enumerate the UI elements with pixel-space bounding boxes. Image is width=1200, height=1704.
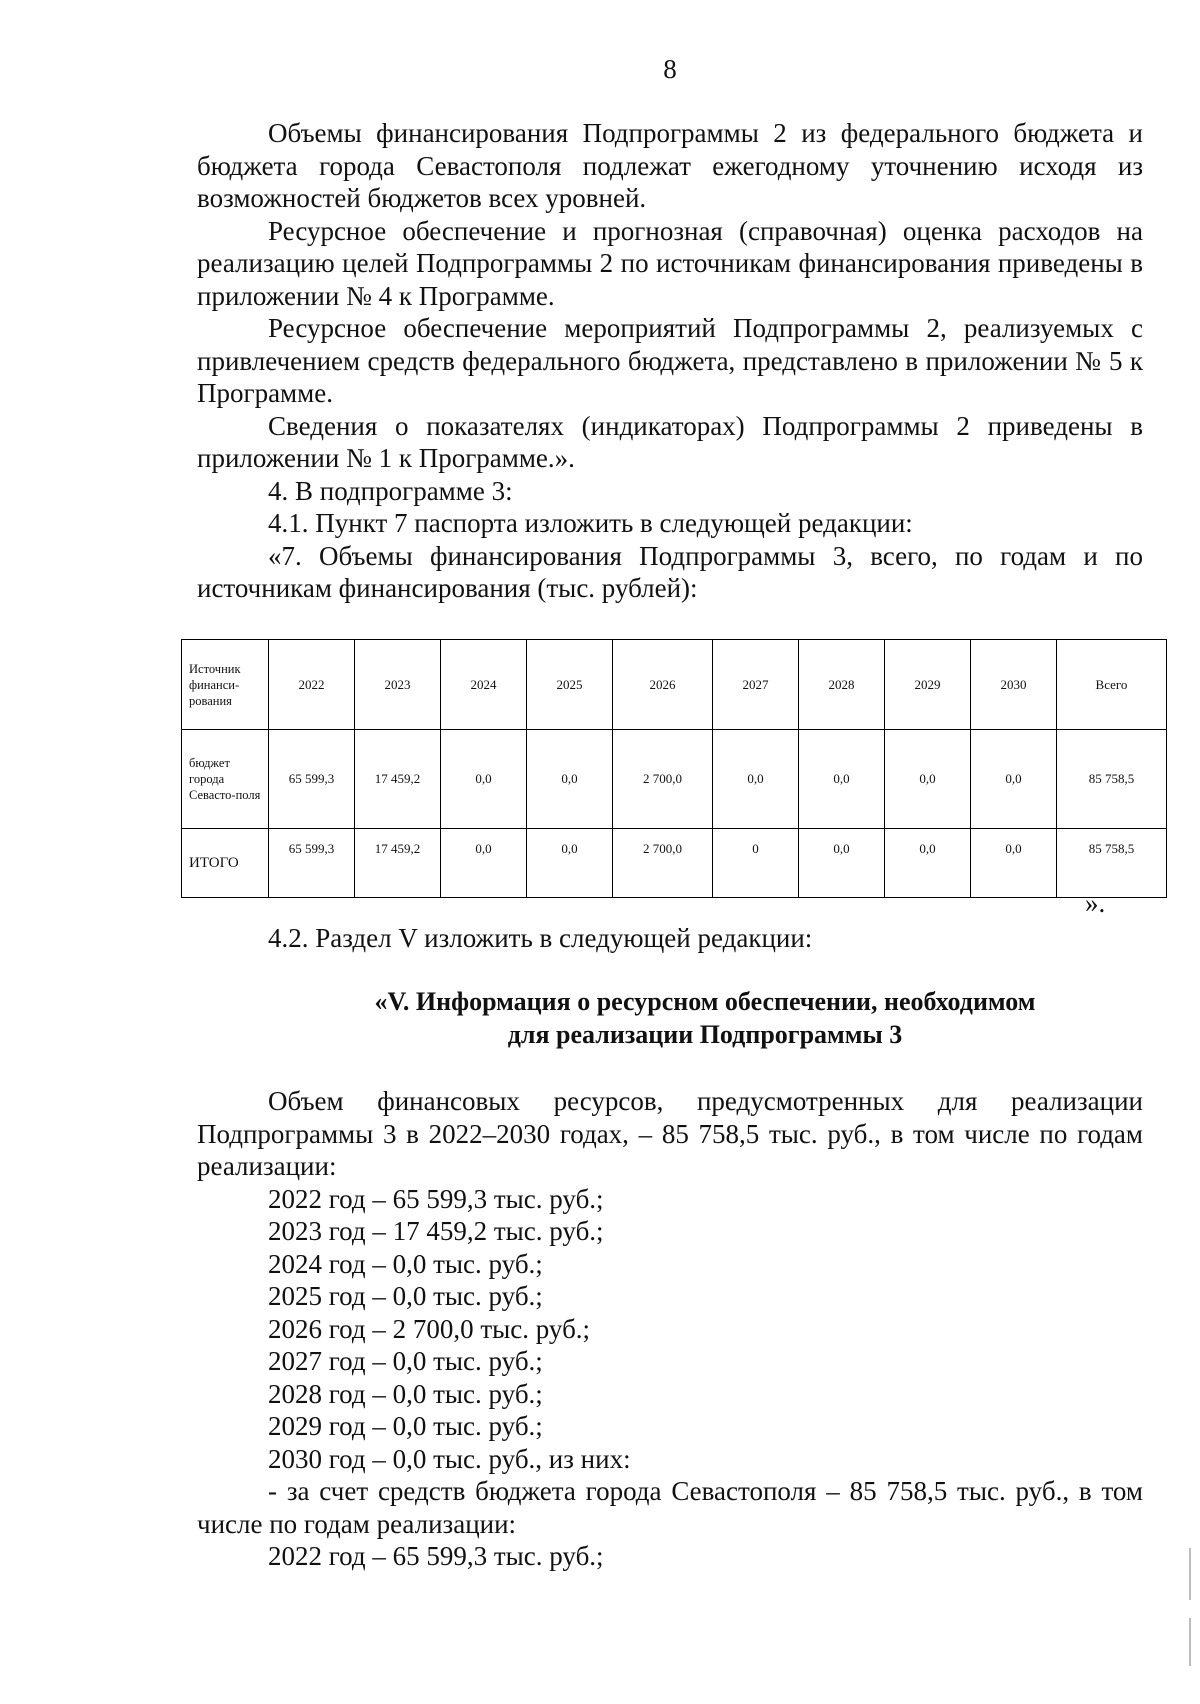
year-line: 2022 год – 65 599,3 тыс. руб.; xyxy=(268,1183,604,1214)
table-header-cell: Всего xyxy=(1057,640,1167,730)
section-heading-line: «V. Информация о ресурсном обеспечении, необходимом xyxy=(374,987,1036,1016)
table-cell: 85 758,5 xyxy=(1057,829,1167,898)
paragraph: 4.2. Раздел V изложить в следующей редакции: xyxy=(268,923,813,953)
scan-edge-mark xyxy=(1189,1618,1191,1666)
paragraph: 4. В подпрограмме 3: xyxy=(268,475,513,506)
table-cell: 0,0 xyxy=(799,829,885,898)
paragraph: Объемы финансирования Подпрограммы 2 из федерального бюджета и бюджета города Севастополя подлежат ежегодному уточнению исходя из возможностей бюджетов всех уровней. xyxy=(197,118,1143,213)
year-line: 2024 год – 0,0 тыс. руб.; xyxy=(268,1248,543,1279)
section-heading-line: для реализации Подпрограммы 3 xyxy=(507,1020,903,1049)
table-header-cell: 2029 xyxy=(885,640,971,730)
year-line: 2029 год – 0,0 тыс. руб.; xyxy=(268,1411,543,1441)
body-text-block xyxy=(197,117,1143,605)
page-number: 8 xyxy=(663,54,677,84)
table-header-row xyxy=(182,640,1167,730)
table-cell: 2 700,0 xyxy=(613,829,713,898)
table-cell: 17 459,2 xyxy=(355,730,441,829)
paragraph: Ресурсное обеспечение мероприятий Подпрограммы 2, реализуемых с привлечением средств федерального бюджета, представлено в приложении № 5 к Программе. xyxy=(197,313,1143,408)
table-cell: 0,0 xyxy=(799,730,885,829)
table-header-cell: 2028 xyxy=(799,640,885,730)
year-line: 2028 год – 0,0 тыс. руб.; xyxy=(268,1378,543,1409)
table-cell: 0,0 xyxy=(527,730,613,829)
table-cell: 65 599,3 xyxy=(269,829,355,898)
paragraph: - за счет средств бюджета города Севастополя – 85 758,5 тыс. руб., в том числе по годам реализации: xyxy=(197,1476,1143,1539)
paragraph: Объем финансовых ресурсов, предусмотренных для реализации Подпрограммы 3 в 2022–2030 годах, – 85 758,5 тыс. руб., в том числе по годам реализации: xyxy=(197,1086,1143,1181)
table-cell: 0,0 xyxy=(971,730,1057,829)
table-header-cell: 2024 xyxy=(441,640,527,730)
year-line: 2023 год – 17 459,2 тыс. руб.; xyxy=(268,1216,604,1246)
table-cell: 17 459,2 xyxy=(355,829,441,898)
financing-table xyxy=(181,639,1167,898)
table-cell: 2 700,0 xyxy=(613,730,713,829)
table-row-total xyxy=(182,829,1167,898)
table-header-cell: 2022 xyxy=(269,640,355,730)
table-cell: 0,0 xyxy=(713,730,799,829)
year-line: 2025 год – 0,0 тыс. руб.; xyxy=(268,1281,543,1311)
table-cell: 85 758,5 xyxy=(1057,730,1167,829)
table-cell: 0,0 xyxy=(885,829,971,898)
table-cell-source: ИТОГО xyxy=(182,829,269,898)
table-cell: 0,0 xyxy=(971,829,1057,898)
section-heading xyxy=(197,985,1143,1051)
paragraph: 4.1. Пункт 7 паспорта изложить в следующей редакции: xyxy=(268,508,913,538)
year-line: 2026 год – 2 700,0 тыс. руб.; xyxy=(268,1313,591,1344)
paragraph: «7. Объемы финансирования Подпрограммы 3, всего, по годам и по источникам финансирования (тыс. рублей): xyxy=(197,540,1143,603)
year-line: 2030 год – 0,0 тыс. руб., из них: xyxy=(268,1443,631,1474)
table-cell: 0,0 xyxy=(527,829,613,898)
item-4-2 xyxy=(197,922,1143,955)
paragraph: Ресурсное обеспечение и прогнозная (справочная) оценка расходов на реализацию целей Подпрограммы 2 по источникам финансирования приведены в приложении № 4 к Программе. xyxy=(197,215,1143,311)
table-header-cell: 2026 xyxy=(613,640,713,730)
section-body xyxy=(197,1085,1143,1573)
table-header-cell: 2027 xyxy=(713,640,799,730)
table-cell: 0 xyxy=(713,829,799,898)
scan-edge-mark xyxy=(1189,1548,1191,1600)
year-line: 2022 год – 65 599,3 тыс. руб.; xyxy=(268,1541,604,1571)
table-header-cell: 2023 xyxy=(355,640,441,730)
table-cell: 0,0 xyxy=(885,730,971,829)
table-header-cell: Источник финанси-рования xyxy=(182,640,269,730)
table-header-cell: 2030 xyxy=(971,640,1057,730)
year-line: 2027 год – 0,0 тыс. руб.; xyxy=(268,1346,543,1376)
table-cell: 0,0 xyxy=(441,730,527,829)
table-header-cell: 2025 xyxy=(527,640,613,730)
table-cell: 65 599,3 xyxy=(269,730,355,829)
closing-quote: ». xyxy=(1085,888,1106,918)
table-cell: 0,0 xyxy=(441,829,527,898)
paragraph: Сведения о показателях (индикаторах) Подпрограммы 2 приведены в приложении № 1 к Программе.». xyxy=(197,410,1143,473)
table-cell-source: бюджет города Севасто-поля xyxy=(182,730,269,829)
table-row xyxy=(182,730,1167,829)
